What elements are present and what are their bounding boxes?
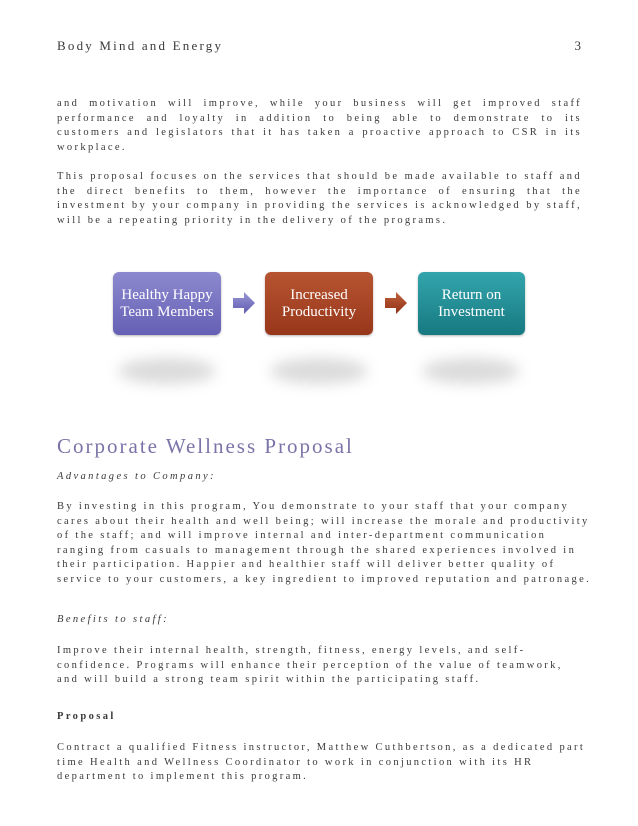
- section-title: Corporate Wellness Proposal: [57, 434, 354, 458]
- page-number: 3: [574, 38, 581, 53]
- right-arrow-icon: [384, 291, 408, 315]
- flow-step-productivity: [265, 272, 373, 335]
- box-shadow-3: [422, 358, 520, 384]
- advantages-heading: Advantages to Company:: [57, 471, 216, 482]
- flow-step-roi: [418, 272, 525, 335]
- proposal-paragraph: Contract a qualified Fitness instructor, Matthew Cuthbertson, as a dedicated part time Health and Wellness Coordinator to work in conjunction with its HR department to implement this program.: [57, 742, 586, 783]
- box-shadow-2: [270, 358, 368, 384]
- benefits-paragraph: Improve their internal health, strength, fitness, energy levels, and self-confidence. Programs will enhance their perception of the value of teamwork, and will build a strong team spirit within the participating staff.: [57, 645, 563, 686]
- flow-step-label: Return on Investment: [438, 286, 505, 320]
- intro-paragraph-1: and motivation will improve, while your business will get improved staff performance and loyalty in addition to being able to demonstrate to its customers and legislators that it has taken a proactive approach to CSR in its workplace.: [57, 98, 582, 153]
- benefits-heading: Benefits to staff:: [57, 614, 170, 625]
- flow-step-label: Healthy Happy Team Members: [120, 286, 214, 320]
- box-shadow-1: [118, 358, 216, 384]
- proposal-heading: Proposal: [57, 711, 116, 722]
- intro-paragraph-2: This proposal focuses on the services that should be made available to staff and the direct benefits to them, however the importance of ensuring that the investment by your company in providing the services is acknowledged by staff, will be a repeating priority in the delivery of the programs.: [57, 171, 582, 226]
- header-title: Body Mind and Energy: [57, 38, 224, 53]
- flow-step-healthy-team: [113, 272, 221, 335]
- flow-step-label: Increased Productivity: [281, 286, 357, 320]
- right-arrow-icon: [232, 291, 256, 315]
- advantages-paragraph: By investing in this program, You demonstrate to your staff that your company cares about their health and well being; will increase the morale and productivity of the staff; and will improve internal and inter-department communication ranging from casuals to management through the shared experiences involved in their participation. Happier and healthier staff will deliver better quality of service to your customers, a key ingredient to improved reputation and patronage.: [57, 501, 592, 585]
